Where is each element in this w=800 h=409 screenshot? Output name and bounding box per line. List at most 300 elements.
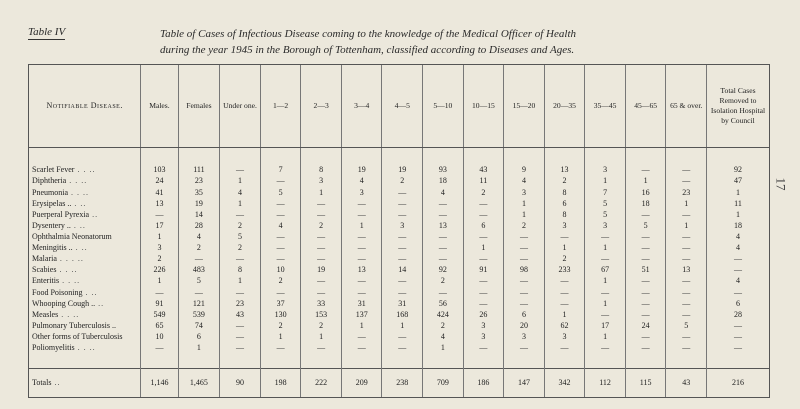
column-header: 20—35 xyxy=(544,65,585,148)
value-cell: 4 xyxy=(220,187,261,198)
value-cell: — xyxy=(666,209,707,220)
disease-name: Enteritis xyxy=(32,276,60,286)
value-cell: 3 xyxy=(544,331,585,342)
value-cell: 41 xyxy=(141,187,178,198)
value-cell: — xyxy=(260,243,301,254)
value-cell: 1 xyxy=(504,198,545,209)
value-cell: 2 xyxy=(382,176,423,187)
leader-dots: .. xyxy=(89,209,99,219)
value-cell: — xyxy=(706,343,769,354)
disease-name-cell xyxy=(29,298,141,309)
disease-name: Food Poisoning xyxy=(32,287,83,297)
table-row xyxy=(29,220,769,231)
value-cell: — xyxy=(141,209,178,220)
value-cell: — xyxy=(301,243,342,254)
empty-cell xyxy=(585,148,626,165)
value-cell: 10 xyxy=(260,265,301,276)
value-cell: 13 xyxy=(141,198,178,209)
table-row xyxy=(29,187,769,198)
value-cell: — xyxy=(220,165,261,176)
empty-cell xyxy=(382,148,423,165)
value-cell: — xyxy=(423,287,464,298)
value-cell: — xyxy=(504,287,545,298)
value-cell: 11 xyxy=(463,176,504,187)
column-header: Total Cases Removed to Isolation Hospital by Council xyxy=(706,65,769,148)
value-cell: — xyxy=(625,298,666,309)
value-cell: — xyxy=(341,343,382,354)
value-cell: — xyxy=(504,243,545,254)
disease-name: Other forms of Tuberculosis xyxy=(32,332,123,341)
value-cell: 14 xyxy=(382,265,423,276)
value-cell: 1 xyxy=(504,209,545,220)
value-cell: 4 xyxy=(423,187,464,198)
value-cell: 92 xyxy=(706,165,769,176)
column-header: Females xyxy=(178,65,220,148)
value-cell: 342 xyxy=(544,369,585,397)
value-cell: 186 xyxy=(463,369,504,397)
empty-cell xyxy=(544,148,585,165)
value-cell: — xyxy=(585,287,626,298)
disease-name-cell xyxy=(29,320,141,331)
value-cell: 28 xyxy=(178,220,220,231)
value-cell: 4 xyxy=(341,176,382,187)
value-cell: 19 xyxy=(178,198,220,209)
value-cell: 147 xyxy=(504,369,545,397)
value-cell: — xyxy=(625,276,666,287)
value-cell: 1 xyxy=(585,276,626,287)
value-cell: — xyxy=(382,209,423,220)
table-row xyxy=(29,343,769,354)
disease-name-cell xyxy=(29,254,141,265)
value-cell: 3 xyxy=(585,165,626,176)
table-label: Table IV xyxy=(28,26,66,38)
value-cell: 2 xyxy=(423,276,464,287)
value-cell: 2 xyxy=(544,176,585,187)
value-cell: 1 xyxy=(585,243,626,254)
value-cell: — xyxy=(544,231,585,242)
value-cell: — xyxy=(666,309,707,320)
value-cell: 1 xyxy=(585,176,626,187)
value-cell: 91 xyxy=(463,265,504,276)
value-cell: 3 xyxy=(504,187,545,198)
empty-cell xyxy=(341,148,382,165)
value-cell: — xyxy=(301,287,342,298)
value-cell: 1 xyxy=(220,198,261,209)
value-cell: — xyxy=(260,343,301,354)
table-row xyxy=(29,176,769,187)
value-cell: 1 xyxy=(423,343,464,354)
value-cell: — xyxy=(544,276,585,287)
leader-dots: .. xyxy=(95,298,105,308)
value-cell: — xyxy=(382,254,423,265)
disease-name: Totals xyxy=(32,378,52,388)
leader-dots: . .. xyxy=(70,220,86,230)
value-cell: 9 xyxy=(504,165,545,176)
column-header: Under one. xyxy=(220,65,261,148)
table-row xyxy=(29,209,769,220)
disease-name-cell xyxy=(29,198,141,209)
value-cell: — xyxy=(382,231,423,242)
value-cell: — xyxy=(220,209,261,220)
value-cell: — xyxy=(625,331,666,342)
value-cell: — xyxy=(141,343,178,354)
empty-cell xyxy=(260,354,301,369)
value-cell: — xyxy=(666,243,707,254)
value-cell: 5 xyxy=(585,198,626,209)
value-cell: 24 xyxy=(141,176,178,187)
value-cell: 2 xyxy=(504,220,545,231)
value-cell: 19 xyxy=(341,165,382,176)
value-cell: 43 xyxy=(220,309,261,320)
value-cell: — xyxy=(382,198,423,209)
value-cell: 198 xyxy=(260,369,301,397)
value-cell: 74 xyxy=(178,320,220,331)
empty-cell xyxy=(706,354,769,369)
value-cell: 5 xyxy=(585,209,626,220)
value-cell: — xyxy=(301,343,342,354)
value-cell: 13 xyxy=(423,220,464,231)
value-cell: — xyxy=(220,331,261,342)
value-cell: 8 xyxy=(220,265,261,276)
value-cell: 1 xyxy=(706,187,769,198)
value-cell: 92 xyxy=(423,265,464,276)
value-cell: 31 xyxy=(341,298,382,309)
value-cell: 2 xyxy=(220,243,261,254)
value-cell: 2 xyxy=(544,254,585,265)
value-cell: 33 xyxy=(301,298,342,309)
leader-dots: . . .. xyxy=(74,165,96,175)
value-cell: — xyxy=(341,243,382,254)
value-cell: 6 xyxy=(544,198,585,209)
value-cell: — xyxy=(260,231,301,242)
column-header: 65 & over. xyxy=(666,65,707,148)
value-cell: — xyxy=(544,343,585,354)
value-cell: — xyxy=(423,231,464,242)
value-cell: 6 xyxy=(504,309,545,320)
empty-cell xyxy=(504,148,545,165)
empty-cell xyxy=(260,148,301,165)
value-cell: 222 xyxy=(301,369,342,397)
disease-name-cell xyxy=(29,331,141,342)
value-cell: — xyxy=(504,276,545,287)
value-cell: 4 xyxy=(423,331,464,342)
value-cell: — xyxy=(504,298,545,309)
disease-name-cell xyxy=(29,220,141,231)
value-cell: 2 xyxy=(301,220,342,231)
column-header: Males. xyxy=(141,65,178,148)
value-cell: 5 xyxy=(178,276,220,287)
value-cell: 5 xyxy=(220,231,261,242)
caption-line-1: Table of Cases of Infectious Disease coming to the knowledge of the Medical Officer of Health xyxy=(160,28,576,40)
value-cell: — xyxy=(341,231,382,242)
value-cell: — xyxy=(625,309,666,320)
empty-cell xyxy=(463,354,504,369)
value-cell: 31 xyxy=(382,298,423,309)
value-cell: 16 xyxy=(625,187,666,198)
leader-dots: . . .. xyxy=(74,343,96,353)
value-cell: — xyxy=(504,231,545,242)
empty-cell xyxy=(382,354,423,369)
value-cell: 8 xyxy=(544,209,585,220)
value-cell: 2 xyxy=(423,320,464,331)
column-header: 15—20 xyxy=(504,65,545,148)
value-cell: — xyxy=(585,254,626,265)
disease-name: Meningitis .. xyxy=(32,243,73,253)
value-cell: 226 xyxy=(141,265,178,276)
value-cell: 2 xyxy=(301,320,342,331)
table-row xyxy=(29,254,769,265)
header-row xyxy=(29,65,769,148)
value-cell: 1 xyxy=(301,187,342,198)
value-cell: 153 xyxy=(301,309,342,320)
table-row xyxy=(29,276,769,287)
value-cell: 10 xyxy=(141,331,178,342)
value-cell: 111 xyxy=(178,165,220,176)
disease-name: Ophthalmia Neonatorum xyxy=(32,232,112,242)
value-cell: 5 xyxy=(625,220,666,231)
value-cell: 18 xyxy=(423,176,464,187)
value-cell: 2 xyxy=(260,320,301,331)
value-cell: 19 xyxy=(382,165,423,176)
value-cell: 121 xyxy=(178,298,220,309)
disease-name: Scarlet Fever xyxy=(32,165,75,175)
table-row xyxy=(29,331,769,342)
value-cell: — xyxy=(666,343,707,354)
value-cell: 4 xyxy=(260,220,301,231)
disease-name-cell xyxy=(29,231,141,242)
value-cell: 51 xyxy=(625,265,666,276)
column-header: 1—2 xyxy=(260,65,301,148)
table-row xyxy=(29,231,769,242)
value-cell: 1 xyxy=(544,309,585,320)
value-cell: 209 xyxy=(341,369,382,397)
value-cell: 1,146 xyxy=(141,369,178,397)
value-cell: 6 xyxy=(463,220,504,231)
totals-row xyxy=(29,369,769,397)
value-cell: 1 xyxy=(625,176,666,187)
value-cell: 20 xyxy=(504,320,545,331)
value-cell: 1 xyxy=(666,220,707,231)
value-cell: — xyxy=(666,231,707,242)
value-cell: — xyxy=(220,254,261,265)
value-cell: 67 xyxy=(585,265,626,276)
disease-name-cell xyxy=(29,276,141,287)
value-cell: — xyxy=(544,287,585,298)
value-cell: — xyxy=(666,165,707,176)
value-cell: — xyxy=(706,254,769,265)
value-cell: 238 xyxy=(382,369,423,397)
caption-line-2: during the year 1945 in the Borough of Tottenham, classified according to Diseases and Ages. xyxy=(160,44,575,56)
disease-name: Pulmonary Tuberculosis .. xyxy=(32,320,117,330)
value-cell: — xyxy=(341,254,382,265)
value-cell: — xyxy=(341,209,382,220)
infectious-disease-table xyxy=(29,65,769,397)
value-cell: 1 xyxy=(341,320,382,331)
empty-cell xyxy=(301,148,342,165)
value-cell: 23 xyxy=(220,298,261,309)
spacer-row xyxy=(29,148,769,165)
value-cell: 11 xyxy=(706,198,769,209)
value-cell: 65 xyxy=(141,320,178,331)
value-cell: 1 xyxy=(706,209,769,220)
value-cell: — xyxy=(341,198,382,209)
value-cell: 93 xyxy=(423,165,464,176)
value-cell: — xyxy=(382,331,423,342)
value-cell: — xyxy=(260,198,301,209)
value-cell: — xyxy=(706,287,769,298)
value-cell: 4 xyxy=(706,231,769,242)
value-cell: — xyxy=(504,254,545,265)
value-cell: 43 xyxy=(463,165,504,176)
value-cell: — xyxy=(706,265,769,276)
value-cell: 6 xyxy=(706,298,769,309)
value-cell: 3 xyxy=(504,331,545,342)
disease-name-cell xyxy=(29,287,141,298)
value-cell: 14 xyxy=(178,209,220,220)
value-cell: 13 xyxy=(666,265,707,276)
value-cell: 3 xyxy=(301,176,342,187)
value-cell: — xyxy=(463,287,504,298)
value-cell: — xyxy=(706,331,769,342)
column-header: 35—45 xyxy=(585,65,626,148)
value-cell: 1 xyxy=(220,176,261,187)
value-cell: — xyxy=(666,276,707,287)
leader-dots: . . . .. xyxy=(56,254,84,264)
empty-cell xyxy=(585,354,626,369)
value-cell: — xyxy=(585,343,626,354)
empty-cell xyxy=(220,354,261,369)
value-cell: 1 xyxy=(341,220,382,231)
value-cell: 13 xyxy=(544,165,585,176)
value-cell: — xyxy=(382,276,423,287)
disease-name-cell xyxy=(29,309,141,320)
empty-cell xyxy=(423,148,464,165)
page-number: 17 xyxy=(773,177,789,191)
value-cell: — xyxy=(341,287,382,298)
value-cell: 98 xyxy=(504,265,545,276)
column-header: 3—4 xyxy=(341,65,382,148)
value-cell: — xyxy=(463,298,504,309)
value-cell: 112 xyxy=(585,369,626,397)
value-cell: — xyxy=(666,298,707,309)
value-cell: 5 xyxy=(666,320,707,331)
value-cell: 3 xyxy=(141,243,178,254)
value-cell: 8 xyxy=(301,165,342,176)
leader-dots: . . .. xyxy=(56,265,78,275)
disease-name: Puerperal Pyrexia xyxy=(32,209,90,219)
value-cell: — xyxy=(666,287,707,298)
table-caption xyxy=(160,26,760,58)
value-cell: 13 xyxy=(341,265,382,276)
value-cell: 8 xyxy=(544,187,585,198)
disease-name: Poliomyelitis xyxy=(32,343,75,353)
value-cell: 1 xyxy=(544,243,585,254)
value-cell: — xyxy=(625,343,666,354)
value-cell: 2 xyxy=(463,187,504,198)
value-cell: 3 xyxy=(341,187,382,198)
value-cell: 539 xyxy=(178,309,220,320)
value-cell: 5 xyxy=(260,187,301,198)
table-row xyxy=(29,265,769,276)
value-cell: — xyxy=(423,243,464,254)
value-cell: — xyxy=(463,198,504,209)
value-cell: 7 xyxy=(585,187,626,198)
disease-name-cell xyxy=(29,187,141,198)
table-row xyxy=(29,309,769,320)
value-cell: — xyxy=(301,209,342,220)
value-cell: — xyxy=(382,343,423,354)
table-row xyxy=(29,298,769,309)
value-cell: 23 xyxy=(178,176,220,187)
empty-cell xyxy=(423,354,464,369)
value-cell: — xyxy=(625,165,666,176)
value-cell: 43 xyxy=(666,369,707,397)
value-cell: 18 xyxy=(625,198,666,209)
empty-cell xyxy=(706,148,769,165)
disease-name-cell xyxy=(29,369,141,397)
value-cell: — xyxy=(625,287,666,298)
value-cell: 4 xyxy=(706,276,769,287)
empty-cell xyxy=(341,354,382,369)
value-cell: 549 xyxy=(141,309,178,320)
value-cell: — xyxy=(423,198,464,209)
value-cell: 1 xyxy=(585,298,626,309)
value-cell: — xyxy=(341,331,382,342)
value-cell: — xyxy=(301,231,342,242)
disease-name-cell xyxy=(29,165,141,176)
value-cell: — xyxy=(341,276,382,287)
column-header: 10—15 xyxy=(463,65,504,148)
value-cell: 18 xyxy=(706,220,769,231)
empty-cell xyxy=(29,354,141,369)
value-cell: 2 xyxy=(220,220,261,231)
disease-name: Pneumonia xyxy=(32,187,68,197)
empty-cell xyxy=(666,354,707,369)
disease-name-cell xyxy=(29,343,141,354)
value-cell: — xyxy=(178,287,220,298)
disease-name: Dysentery .. xyxy=(32,220,71,230)
value-cell: — xyxy=(220,343,261,354)
disease-name-cell xyxy=(29,176,141,187)
empty-cell xyxy=(220,148,261,165)
value-cell: 3 xyxy=(544,220,585,231)
value-cell: 1 xyxy=(260,331,301,342)
value-cell: — xyxy=(585,231,626,242)
value-cell: 1 xyxy=(666,198,707,209)
disease-name: Malaria xyxy=(32,254,57,264)
disease-name-cell xyxy=(29,265,141,276)
value-cell: — xyxy=(463,231,504,242)
value-cell: — xyxy=(301,198,342,209)
leader-dots: . .. xyxy=(72,243,88,253)
value-cell: 709 xyxy=(423,369,464,397)
value-cell: 17 xyxy=(585,320,626,331)
value-cell: 1 xyxy=(463,243,504,254)
value-cell: 19 xyxy=(301,265,342,276)
value-cell: 483 xyxy=(178,265,220,276)
value-cell: 1 xyxy=(585,331,626,342)
empty-cell xyxy=(544,354,585,369)
empty-cell xyxy=(666,148,707,165)
leader-dots: . . .. xyxy=(58,309,80,319)
value-cell: — xyxy=(625,254,666,265)
disease-name: Scabies xyxy=(32,265,57,275)
disease-name: Erysipelas .. xyxy=(32,198,72,208)
value-cell: 91 xyxy=(141,298,178,309)
column-header: Notifiable Disease. xyxy=(29,65,141,148)
value-cell: 2 xyxy=(178,243,220,254)
value-cell: — xyxy=(504,343,545,354)
